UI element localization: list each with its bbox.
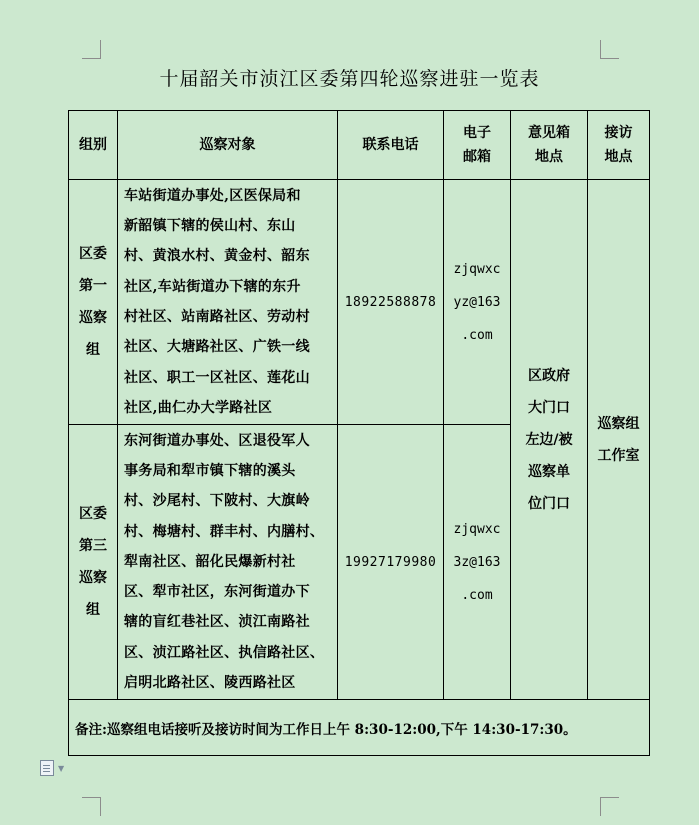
note-cell: 备注:巡察组电话接听及接访时间为工作日上午 8:30-12:00,下午 14:30-17:30。 (69, 700, 650, 756)
page-corner-mark-bottom-right (600, 797, 619, 816)
group-cell: 区委 第一 巡察 组 (69, 180, 118, 425)
group-cell: 区委 第三 巡察 组 (69, 425, 118, 700)
email-cell: zjqwxc yz@163 .com (444, 180, 511, 425)
phone-cell: 18922588878 (338, 180, 444, 425)
chevron-down-icon[interactable]: ▼ (58, 764, 65, 773)
header-email: 电子 邮箱 (444, 111, 511, 180)
header-target: 巡察对象 (118, 111, 338, 180)
header-row (69, 111, 650, 180)
page-corner-mark-top-right (600, 40, 619, 59)
box-location-cell: 区政府 大门口 左边/被 巡察单 位门口 (511, 180, 588, 700)
table-row (69, 180, 650, 425)
target-cell: 车站街道办事处,区医保局和 新韶镇下辖的侯山村、东山 村、黄浪水村、黄金村、韶东 社区,车站街道办下辖的东升 村社区、站南路社区、劳动村 社区、大塘路社区、广铁一线 社区、职工一区社区、莲花山 社区,曲仁办大学路社区 (118, 180, 338, 425)
note-row (69, 700, 650, 756)
email-cell: zjqwxc 3z@163 .com (444, 425, 511, 700)
header-box-location: 意见箱 地点 (511, 111, 588, 180)
header-phone: 联系电话 (338, 111, 444, 180)
phone-cell: 19927179980 (338, 425, 444, 700)
page-corner-mark-top-left (82, 40, 101, 59)
document-icon[interactable] (40, 760, 54, 776)
inspection-table (68, 110, 650, 756)
header-group: 组别 (69, 111, 118, 180)
visit-location-cell: 巡察组 工作室 (588, 180, 650, 700)
target-cell: 东河街道办事处、区退役军人 事务局和犁市镇下辖的溪头 村、沙尾村、下陂村、大旗岭 村、梅塘村、群丰村、内膳村、 犁南社区、韶化民爆新村社 区、犁市社区，东河街道办下 辖的盲红巷社区、浈江南路社 区、浈江路社区、执信路社区、 启明北路社区、陵西路社区 (118, 425, 338, 700)
document-title: 十届韶关市浈江区委第四轮巡察进驻一览表 (159, 68, 540, 90)
header-visit-location: 接访 地点 (588, 111, 650, 180)
page-corner-mark-bottom-left (82, 797, 101, 816)
